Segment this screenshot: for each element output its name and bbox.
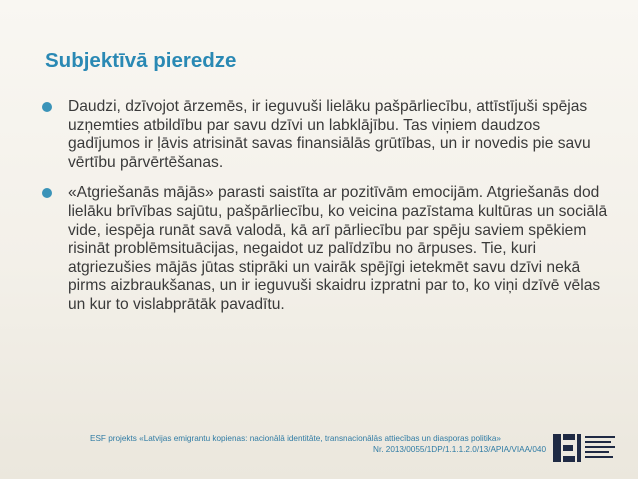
footer-project-title: ESF projekts «Latvijas emigrantu kopienas: nacionālā identitāte, transnacionālās attiecības un diasporas politika»	[90, 434, 501, 443]
page-title: Subjektīvā pieredze	[45, 49, 237, 72]
footer	[80, 433, 546, 455]
institute-logo-icon	[552, 431, 618, 465]
bullet-item	[42, 98, 612, 172]
bullet-text: Daudzi, dzīvojot ārzemēs, ir ieguvuši lielāku pašpārliecību, attīstījuši spējas uzņemties atbildību par savu dzīvi un labklājību. Tas viņiem daudzos gadījumos ir ļāvis atrisināt savas finansiālās grūtības, un ir novedis pie savu vērtību pārvērtēšanas.	[68, 98, 591, 171]
bullet-list	[42, 98, 612, 315]
bullet-text: «Atgriešanās mājās» parasti saistīta ar pozitīvām emocijām. Atgriešanās dod lielāku brīvības sajūtu, pašpārliecību, ko veicina pazīstama kultūras un sociālā vide, iespēja runāt savā valodā, kā arī pārliecību par spēju saviem spēkiem risināt problēmsituācijas, negaidot uz palīdzību no ārpuses. Tie, kuri atgriezušies mājās jūtas stiprāki un vairāk spējīgi ietekmēt savu dzīvi nekā pirms aizbraukšanas, un ir ieguvuši skaidru izpratni par to, ko viņi dzīvē vēlas un kur to vislabprātāk pavadītu.	[68, 184, 608, 313]
footer-project-number: Nr. 2013/0055/1DP/1.1.1.2.0/13/APIA/VIAA/040	[373, 445, 546, 454]
bullet-item	[42, 184, 612, 314]
bullet-dot-icon	[42, 188, 52, 198]
bullet-dot-icon	[42, 102, 52, 112]
